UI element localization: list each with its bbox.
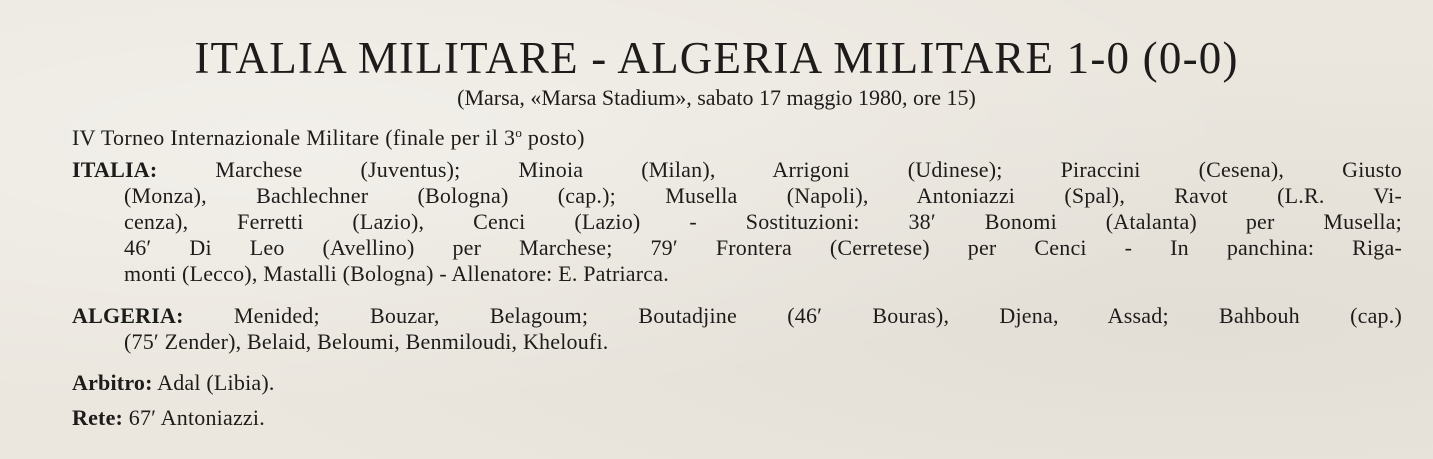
rete-label: Rete: [72, 405, 124, 430]
rete-line [72, 405, 1402, 431]
algeria-text-1: Menided; Bouzar, Belagoum; Boutadjine (46′ Bouras), Djena, Assad; Bahbouh (cap.) [233, 303, 1402, 328]
italia-line-2: (Monza), Bachlechner (Bologna) (cap.); Musella (Napoli), Antoniazzi (Spal), Ravot (L.R. Vi- [124, 183, 1402, 208]
italia-line-5: monti (Lecco), Mastalli (Bologna) - Allenatore: E. Patriarca. [124, 261, 669, 286]
arbitro-line [72, 370, 1402, 396]
italia-lineup [72, 157, 1402, 287]
tournament-ordinal-sup: o [515, 125, 523, 140]
match-venue: (Marsa, «Marsa Stadium», sabato 17 maggio 1980, ore 15) [457, 85, 976, 110]
arbitro-text: Adal (Libia). [157, 370, 275, 395]
tournament-text: IV Torneo Internazionale Militare (finale per il 3 [72, 125, 516, 150]
italia-line-4: 46′ Di Leo (Avellino) per Marchese; 79′ Frontera (Cerretese) per Cenci - In panchina: Riga- [124, 235, 1402, 260]
algeria-line-2: (75′ Zender), Belaid, Beloumi, Benmiloudi, Kheloufi. [124, 329, 609, 354]
tournament-line [72, 119, 585, 152]
algeria-line-1 [72, 303, 1402, 329]
italia-line-1 [72, 157, 1402, 183]
arbitro-label: Arbitro: [72, 370, 153, 395]
italia-text-1: Marchese (Juventus); Minoia (Milan), Arrigoni (Udinese); Piraccini (Cesena), Giusto [215, 157, 1402, 182]
algeria-lineup [72, 303, 1402, 355]
italia-label: ITALIA: [72, 157, 158, 182]
algeria-label: ALGERIA: [72, 303, 184, 328]
match-title: ITALIA MILITARE - ALGERIA MILITARE 1-0 (0-0) [194, 33, 1239, 83]
tournament-text-end: posto) [522, 125, 585, 150]
italia-line-3: cenza), Ferretti (Lazio), Cenci (Lazio) - Sostituzioni: 38′ Bonomi (Atalanta) per Musella; [124, 209, 1402, 234]
rete-text: 67′ Antoniazzi. [128, 405, 265, 430]
